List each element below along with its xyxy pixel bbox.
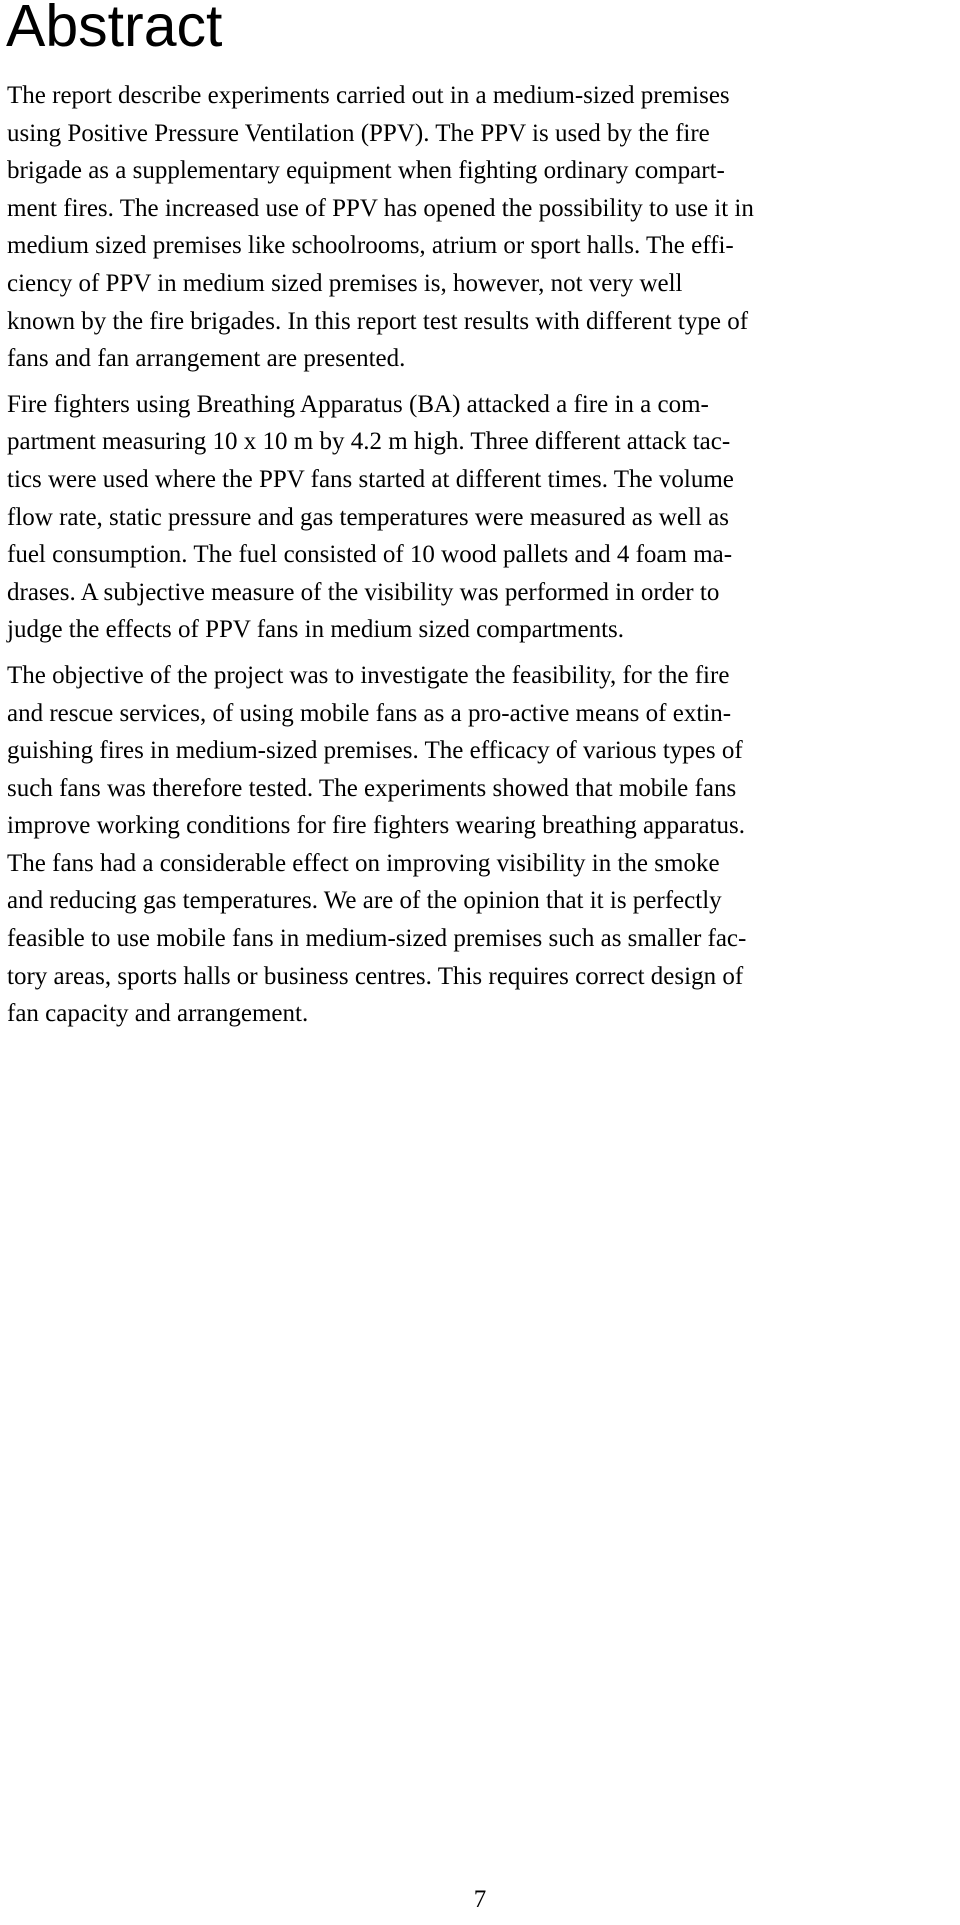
- text-line: fuel consumption. The fuel consisted of 10 wood pallets and 4 foam ma-: [7, 541, 733, 569]
- text-line: The report describe experiments carried out in a medium-sized premises: [7, 82, 730, 109]
- text-line: ciency of PPV in medium sized premises is, however, not very well: [7, 269, 683, 297]
- text-line: feasible to use mobile fans in medium-sized premises such as smaller fac-: [7, 925, 747, 953]
- text-line: judge the effects of PPV fans in medium sized compartments.: [7, 616, 625, 644]
- text-line: partment measuring 10 x 10 m by 4.2 m high. Three different attack tac-: [7, 428, 731, 456]
- page-number: 7: [473, 1886, 487, 1913]
- text-line: and reducing gas temperatures. We are of the opinion that it is perfectly: [7, 887, 722, 915]
- text-line: flow rate, static pressure and gas temperatures were measured as well as: [7, 503, 729, 531]
- text-line: drases. A subjective measure of the visibility was performed in order to: [7, 578, 720, 606]
- abstract-paragraph-2: [7, 386, 957, 649]
- text-line: guishing fires in medium-sized premises. The efficacy of various types of: [7, 737, 743, 765]
- text-line: brigade as a supplementary equipment when fighting ordinary compart-: [7, 157, 725, 185]
- section-heading: Abstract: [6, 0, 223, 59]
- text-line: such fans was therefore tested. The experiments showed that mobile fans: [7, 774, 737, 802]
- abstract-paragraph-3: [7, 657, 957, 1033]
- text-line: fan capacity and arrangement.: [7, 1000, 309, 1028]
- text-line: tics were used where the PPV fans started at different times. The volume: [7, 465, 734, 493]
- abstract-paragraph-1: [7, 77, 957, 378]
- text-line: using Positive Pressure Ventilation (PPV). The PPV is used by the fire: [7, 119, 710, 147]
- text-line: known by the fire brigades. In this report test results with different type of: [7, 307, 749, 335]
- text-line: ment fires. The increased use of PPV has opened the possibility to use it in: [7, 194, 754, 222]
- text-line: and rescue services, of using mobile fans as a pro-active means of extin-: [7, 699, 732, 727]
- text-line: The fans had a considerable effect on improving visibility in the smoke: [7, 849, 720, 877]
- text-line: Fire fighters using Breathing Apparatus (BA) attacked a fire in a com-: [7, 390, 709, 418]
- text-line: improve working conditions for fire fighters wearing breathing apparatus.: [7, 812, 745, 840]
- text-line: The objective of the project was to investigate the feasibility, for the fire: [7, 661, 730, 689]
- text-line: medium sized premises like schoolrooms, atrium or sport halls. The effi-: [7, 232, 734, 260]
- text-line: fans and fan arrangement are presented.: [7, 345, 406, 373]
- abstract-body: [7, 77, 957, 1041]
- text-line: tory areas, sports halls or business centres. This requires correct design of: [7, 962, 744, 990]
